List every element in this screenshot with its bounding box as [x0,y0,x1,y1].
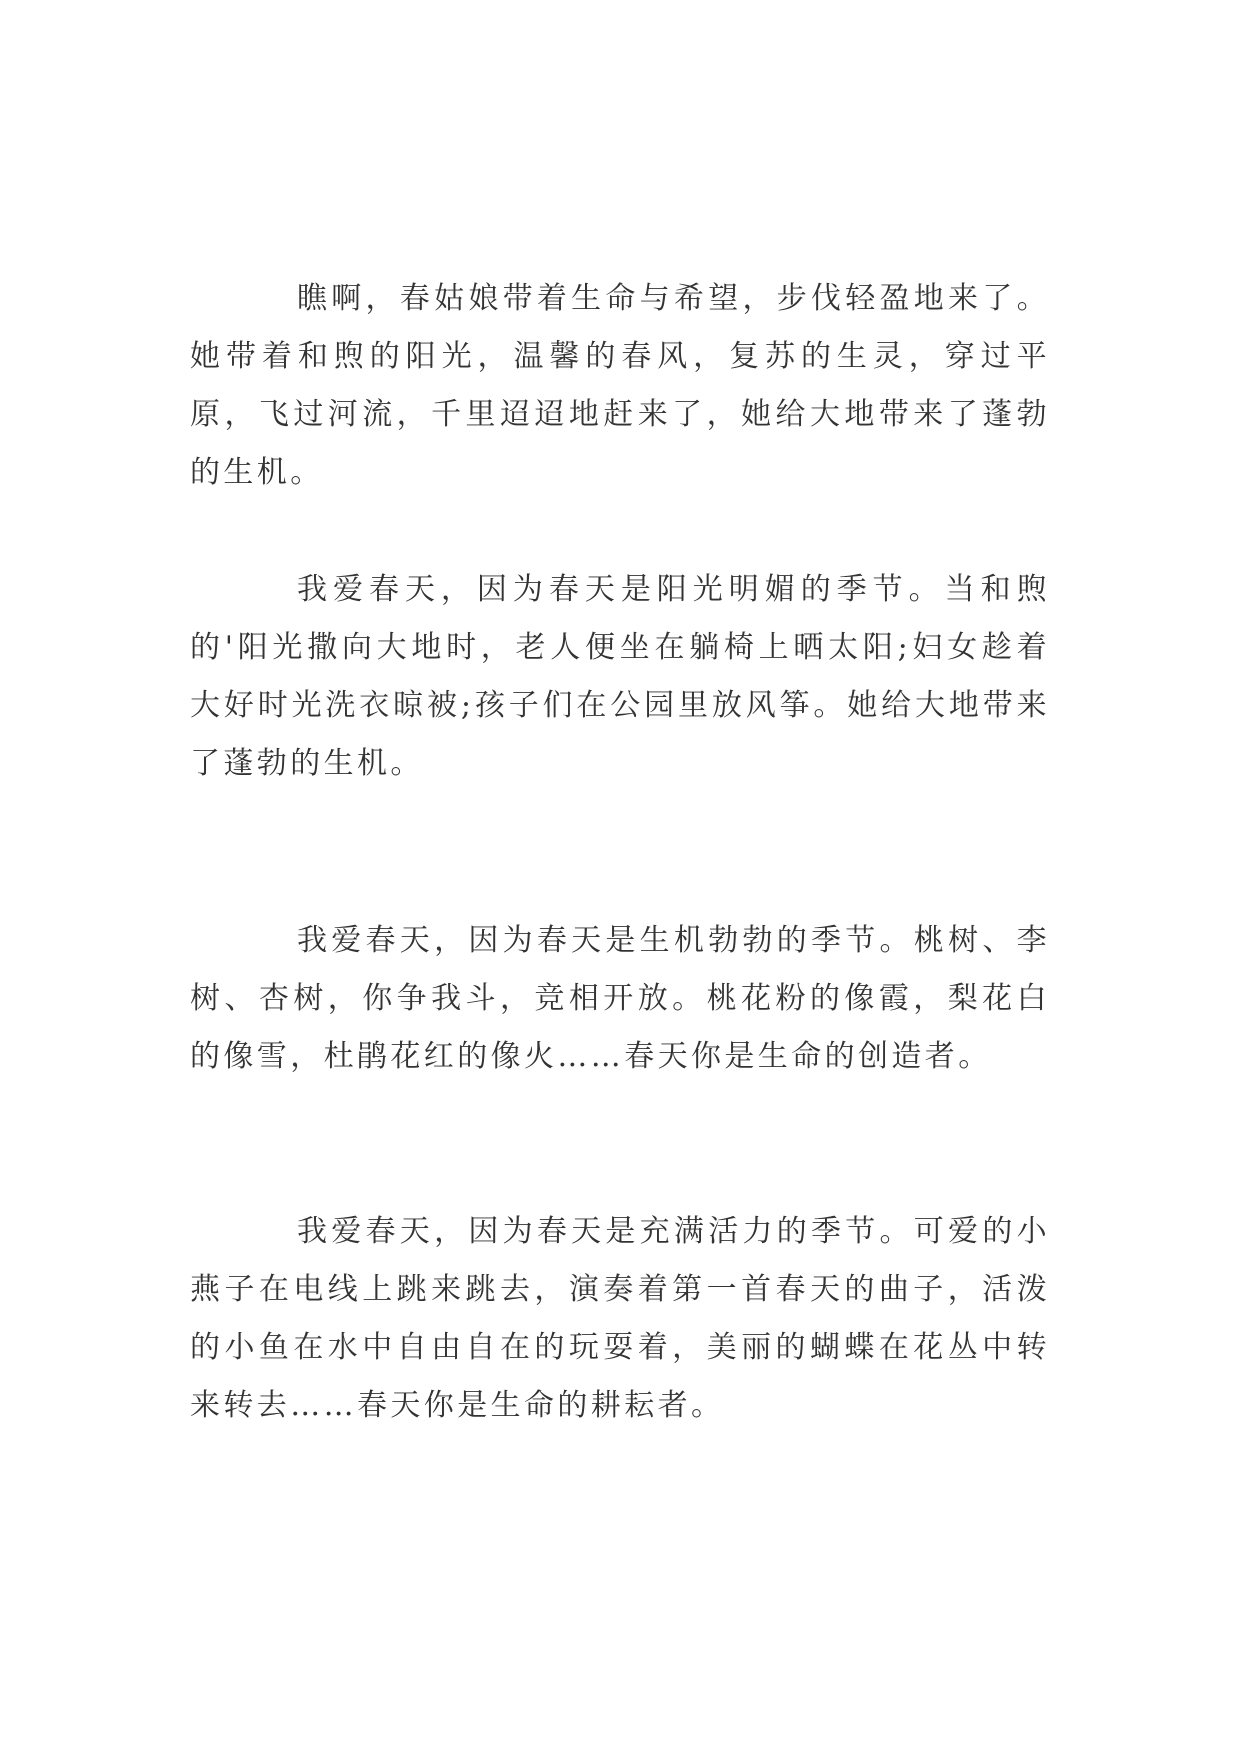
paragraph-3: 我爱春天，因为春天是生机勃勃的季节。桃树、李树、杏树，你争我斗，竞相开放。桃花粉的像霞，梨花白的像雪，杜鹃花红的像火……春天你是生命的创造者。 [190,923,1050,1074]
paragraph-1: 瞧啊，春姑娘带着生命与希望，步伐轻盈地来了。她带着和煦的阳光，温馨的春风，复苏的生灵，穿过平原，飞过河流，千里迢迢地赶来了，她给大地带来了蓬勃的生机。 [190,281,1050,490]
paragraph-2: 我爱春天，因为春天是阳光明媚的季节。当和煦的'阳光撒向大地时，老人便坐在躺椅上晒太阳;妇女趁着大好时光洗衣晾被;孩子们在公园里放风筝。她给大地带来了蓬勃的生机。 [190,572,1050,781]
paragraph-4: 我爱春天，因为春天是充满活力的季节。可爱的小燕子在电线上跳来跳去，演奏着第一首春天的曲子，活泼的小鱼在水中自由自在的玩耍着，美丽的蝴蝶在花丛中转来转去……春天你是生命的耕耘者。 [190,1214,1050,1423]
